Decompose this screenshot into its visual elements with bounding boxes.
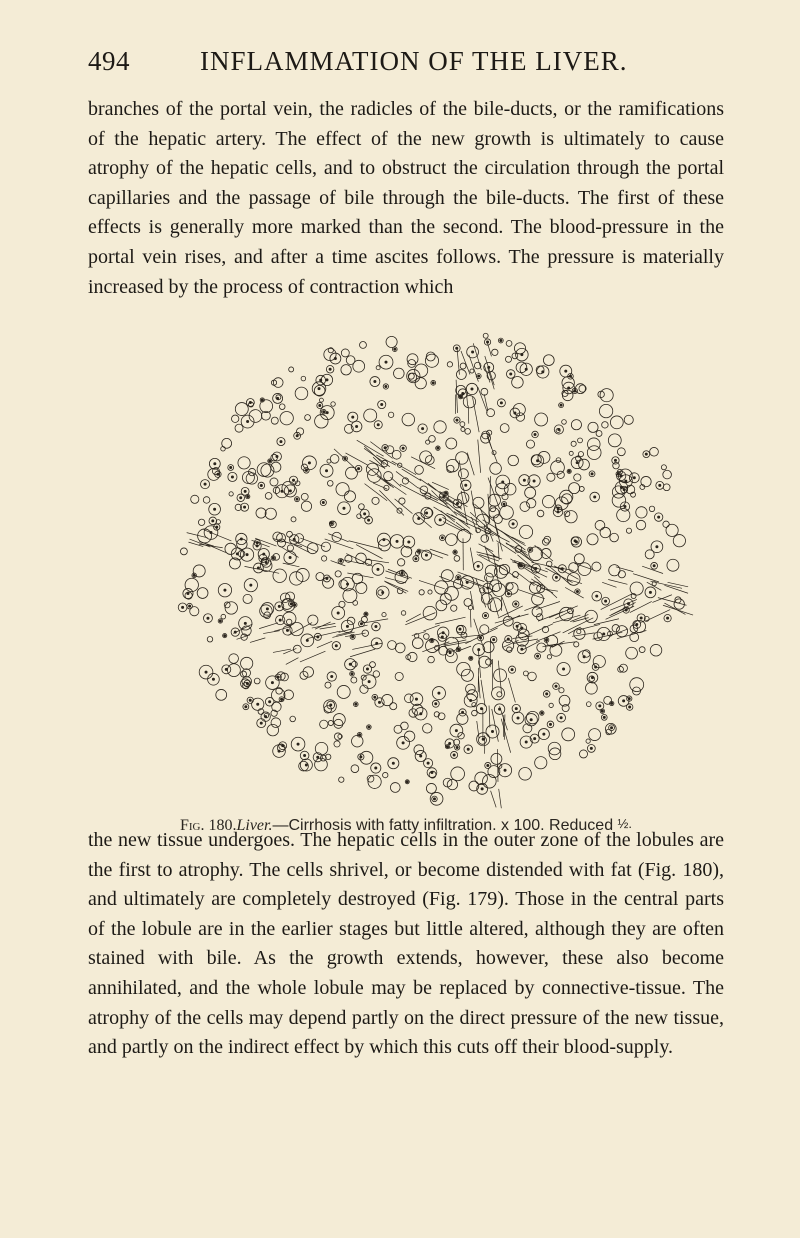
liver-cirrhosis-engraving (170, 330, 695, 820)
page-number: 494 (88, 46, 130, 76)
figure-magnification: x 100. (501, 817, 545, 834)
body-paragraph-2: the new tissue undergoes. The hepatic cells in the outer zone of the lobules are the first to atrophy. The cells shrivel, or become distended with fat (Fig. 180), and ultimately are completely destroyed (Fig. 179). Those in the central parts of the lobule are in the earlier stages but little altered, although they are often stained with bile. As the growth extends, however, these also become annihilated, and the whole lobule may be replaced by connective-tissue. The atrophy of the cells may depend partly on the direct pressure of the new tissue, and partly on the indirect effect by which this cuts off their blood-supply. (88, 829, 724, 1059)
body-paragraph-1: branches of the portal vein, the radicles of the bile-ducts, or the ramifications of the hepatic artery. The effect of the new growth is ultimately to cause atrophy of the hepatic cells, and to obstruct the circulation through the portal capillaries and the passage of bile through the bile-ducts. The first of these effects is generally more marked than the second. The blood-pressure in the portal vein rises, and after a time ascites follows. The pressure is materially increased by the process of contraction which (88, 98, 724, 298)
running-title: INFLAMMATION OF THE LIVER. (200, 46, 628, 76)
figure-reduction: Reduced (549, 817, 614, 834)
figure-description: —Cirrhosis with fatty infiltration. (272, 817, 497, 834)
figure-subject: Liver. (236, 817, 273, 834)
figure-label: Fig. 180. (179, 817, 237, 834)
figure-reduction-fraction: ½. (617, 816, 633, 831)
running-head (88, 46, 728, 86)
histology-illustration (170, 330, 695, 820)
